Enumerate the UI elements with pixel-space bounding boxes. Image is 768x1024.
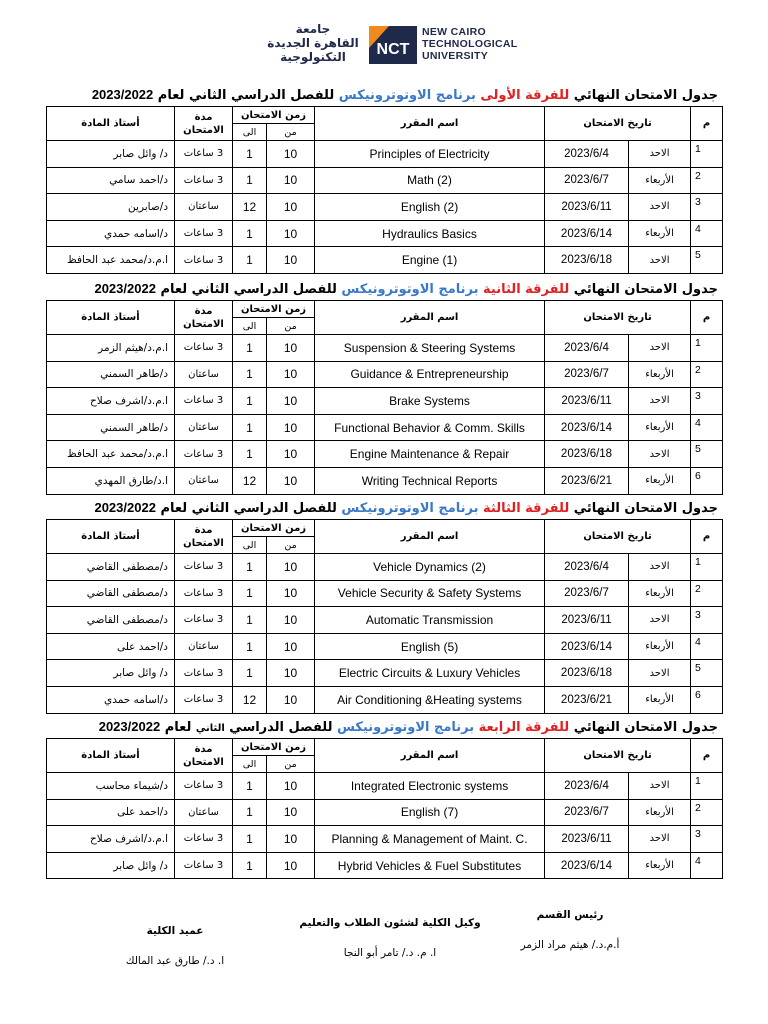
- university-logo: [268, 20, 518, 68]
- row-index-cell: 1: [691, 773, 723, 800]
- title-suffix: للفصل الدراسي الثاني لعام: [155, 501, 342, 516]
- table-row: [47, 247, 723, 274]
- header-exam-time: زمن الامتحان: [233, 520, 315, 537]
- row-index-cell: 1: [691, 141, 723, 168]
- exam-table: [46, 300, 723, 495]
- course-name-cell: Automatic Transmission: [315, 607, 545, 634]
- professor-cell: د/ وائل صابر: [47, 852, 175, 879]
- title-program: برنامج الاوتوترونيكس: [341, 501, 484, 516]
- title-level: للفرقة الثالثة: [483, 501, 570, 516]
- table-row: [47, 220, 723, 247]
- course-name-cell: Math (2): [315, 167, 545, 194]
- professor-cell: د/مصطفى القاضي: [47, 580, 175, 607]
- schedule-section-year1: [46, 84, 722, 274]
- header-exam-date: تاريخ الامتحان: [545, 107, 691, 141]
- time-to-cell: 1: [233, 167, 267, 194]
- duration-cell: 3 ساعات: [175, 580, 233, 607]
- time-to-cell: 12: [233, 467, 267, 494]
- row-index-cell: 3: [691, 388, 723, 415]
- time-to-cell: 1: [233, 414, 267, 441]
- time-from-cell: 10: [267, 220, 315, 247]
- nct-logo-mark-icon: [369, 26, 417, 64]
- course-name-cell: Engine Maintenance & Repair: [315, 441, 545, 468]
- professor-cell: د/اسامه حمدي: [47, 686, 175, 713]
- course-name-cell: Air Conditioning &Heating systems: [315, 686, 545, 713]
- row-index-cell: 3: [691, 826, 723, 853]
- time-from-cell: 10: [267, 686, 315, 713]
- duration-cell: 3 ساعات: [175, 660, 233, 687]
- title-prefix: جدول الامتحان النهائي: [569, 501, 718, 516]
- course-name-cell: Vehicle Security & Safety Systems: [315, 580, 545, 607]
- schedule-section-year3: [46, 497, 722, 714]
- professor-cell: د/مصطفى القاضي: [47, 554, 175, 581]
- header-exam-date: تاريخ الامتحان: [545, 739, 691, 773]
- row-index-cell: 6: [691, 467, 723, 494]
- signature-department-head: [500, 908, 640, 952]
- exam-date-cell: 2023/6/14: [545, 852, 629, 879]
- professor-cell: د/مصطفى القاضي: [47, 607, 175, 634]
- title-term: الثاني: [195, 723, 225, 734]
- time-from-cell: 10: [267, 607, 315, 634]
- exam-date-cell: 2023/6/14: [545, 633, 629, 660]
- row-index-cell: 1: [691, 335, 723, 362]
- table-row: [47, 361, 723, 388]
- professor-cell: د/اسامه حمدي: [47, 220, 175, 247]
- row-index-cell: 5: [691, 247, 723, 274]
- time-to-cell: 1: [233, 852, 267, 879]
- signature-name: ا. م. د./ تامر أبو النجا: [343, 947, 437, 959]
- section-title: [46, 278, 722, 300]
- time-from-cell: 10: [267, 247, 315, 274]
- table-header-row: [47, 739, 723, 756]
- header-professor: أستاذ المادة: [47, 301, 175, 335]
- duration-cell: 3 ساعات: [175, 607, 233, 634]
- time-from-cell: 10: [267, 361, 315, 388]
- time-from-cell: 10: [267, 335, 315, 362]
- row-index-cell: 2: [691, 580, 723, 607]
- row-index-cell: 2: [691, 167, 723, 194]
- header-professor: أستاذ المادة: [47, 107, 175, 141]
- row-index-cell: 5: [691, 441, 723, 468]
- time-from-cell: 10: [267, 580, 315, 607]
- duration-cell: 3 ساعات: [175, 220, 233, 247]
- exam-date-cell: 2023/6/11: [545, 194, 629, 221]
- table-row: [47, 686, 723, 713]
- exam-date-cell: 2023/6/14: [545, 220, 629, 247]
- time-from-cell: 10: [267, 633, 315, 660]
- course-name-cell: Writing Technical Reports: [315, 467, 545, 494]
- title-prefix: جدول الامتحان النهائي: [569, 282, 718, 297]
- header-exam-time: زمن الامتحان: [233, 107, 315, 124]
- time-to-cell: 1: [233, 441, 267, 468]
- header-professor: أستاذ المادة: [47, 739, 175, 773]
- header-exam-time: زمن الامتحان: [233, 301, 315, 318]
- exam-table: [46, 519, 723, 714]
- exam-day-cell: الاحد: [629, 194, 691, 221]
- exam-date-cell: 2023/6/21: [545, 467, 629, 494]
- header-course-name: اسم المقرر: [315, 301, 545, 335]
- course-name-cell: Guidance & Entrepreneurship: [315, 361, 545, 388]
- header-from: من: [267, 756, 315, 773]
- duration-cell: 3 ساعات: [175, 686, 233, 713]
- table-row: [47, 167, 723, 194]
- duration-cell: ساعتان: [175, 194, 233, 221]
- header-course-name: اسم المقرر: [315, 107, 545, 141]
- exam-day-cell: الاحد: [629, 554, 691, 581]
- course-name-cell: Hybrid Vehicles & Fuel Substitutes: [315, 852, 545, 879]
- table-header-row: [47, 520, 723, 537]
- time-to-cell: 1: [233, 773, 267, 800]
- time-to-cell: 1: [233, 388, 267, 415]
- time-to-cell: 1: [233, 220, 267, 247]
- logo-en-line3: UNIVERSITY: [422, 50, 489, 62]
- table-row: [47, 826, 723, 853]
- course-name-cell: Brake Systems: [315, 388, 545, 415]
- header-index: م: [691, 520, 723, 554]
- title-year: 2023/2022: [98, 719, 161, 734]
- title-year: 2023/2022: [94, 500, 156, 515]
- logo-ar-line3: التكنولوجية: [280, 50, 346, 64]
- professor-cell: د/طاهر السمني: [47, 361, 175, 388]
- professor-cell: د/احمد على: [47, 633, 175, 660]
- duration-cell: ساعتان: [175, 467, 233, 494]
- exam-date-cell: 2023/6/7: [545, 361, 629, 388]
- section-title: [46, 84, 722, 106]
- professor-cell: د/شيماء محاسب: [47, 773, 175, 800]
- duration-cell: ساعتان: [175, 414, 233, 441]
- duration-cell: 3 ساعات: [175, 247, 233, 274]
- table-row: [47, 852, 723, 879]
- exam-date-cell: 2023/6/21: [545, 686, 629, 713]
- duration-cell: 3 ساعات: [175, 554, 233, 581]
- exam-day-cell: الاحد: [629, 388, 691, 415]
- title-level: للفرقة الثانية: [483, 282, 570, 297]
- time-from-cell: 10: [267, 414, 315, 441]
- table-row: [47, 607, 723, 634]
- header-duration: مدة الامتحان: [175, 520, 233, 554]
- exam-day-cell: الاحد: [629, 660, 691, 687]
- table-row: [47, 141, 723, 168]
- course-name-cell: Functional Behavior & Comm. Skills: [315, 414, 545, 441]
- duration-cell: 3 ساعات: [175, 388, 233, 415]
- title-level: للفرقة الأولى: [480, 88, 570, 103]
- header-from: من: [267, 537, 315, 554]
- row-index-cell: 1: [691, 554, 723, 581]
- duration-cell: 3 ساعات: [175, 773, 233, 800]
- logo-ar-line2: القاهرة الجديدة: [267, 36, 359, 50]
- row-index-cell: 2: [691, 361, 723, 388]
- time-from-cell: 10: [267, 194, 315, 221]
- duration-cell: ساعتان: [175, 633, 233, 660]
- exam-day-cell: الاحد: [629, 141, 691, 168]
- exam-day-cell: الاحد: [629, 773, 691, 800]
- time-from-cell: 10: [267, 441, 315, 468]
- duration-cell: ساعتان: [175, 799, 233, 826]
- course-name-cell: Vehicle Dynamics (2): [315, 554, 545, 581]
- row-index-cell: 3: [691, 607, 723, 634]
- professor-cell: ا.د/طارق المهدي: [47, 467, 175, 494]
- exam-day-cell: الأربعاء: [629, 580, 691, 607]
- time-from-cell: 10: [267, 167, 315, 194]
- course-name-cell: Suspension & Steering Systems: [315, 335, 545, 362]
- exam-day-cell: الأربعاء: [629, 799, 691, 826]
- section-title: [46, 716, 722, 738]
- time-from-cell: 10: [267, 660, 315, 687]
- professor-cell: د/ وائل صابر: [47, 141, 175, 168]
- professor-cell: د/طاهر السمني: [47, 414, 175, 441]
- table-row: [47, 414, 723, 441]
- table-header-row: [47, 107, 723, 124]
- logo-en-line1: NEW CAIRO: [422, 26, 486, 38]
- exam-day-cell: الأربعاء: [629, 414, 691, 441]
- professor-cell: د/احمد على: [47, 799, 175, 826]
- table-row: [47, 441, 723, 468]
- time-to-cell: 12: [233, 194, 267, 221]
- exam-day-cell: الأربعاء: [629, 686, 691, 713]
- course-name-cell: English (5): [315, 633, 545, 660]
- header-to: الى: [233, 124, 267, 141]
- course-name-cell: Planning & Management of Maint. C.: [315, 826, 545, 853]
- title-prefix: جدول الامتحان النهائي: [569, 720, 718, 735]
- course-name-cell: Electric Circuits & Luxury Vehicles: [315, 660, 545, 687]
- exam-date-cell: 2023/6/14: [545, 414, 629, 441]
- course-name-cell: Hydraulics Basics: [315, 220, 545, 247]
- header-course-name: اسم المقرر: [315, 520, 545, 554]
- schedule-section-year4: [46, 716, 722, 879]
- time-to-cell: 1: [233, 826, 267, 853]
- header-to: الى: [233, 756, 267, 773]
- exam-day-cell: الاحد: [629, 441, 691, 468]
- header-exam-date: تاريخ الامتحان: [545, 520, 691, 554]
- time-from-cell: 10: [267, 554, 315, 581]
- time-from-cell: 10: [267, 467, 315, 494]
- exam-table: [46, 738, 723, 879]
- title-suffix: للفصل الدراسي: [224, 720, 338, 735]
- logo-english-name: [422, 26, 517, 62]
- professor-cell: ا.م.د/اشرف صلاح: [47, 826, 175, 853]
- exam-day-cell: الأربعاء: [629, 467, 691, 494]
- exam-day-cell: الأربعاء: [629, 167, 691, 194]
- exam-date-cell: 2023/6/11: [545, 826, 629, 853]
- signature-name: ا. د./ طارق عبد المالك: [125, 955, 225, 967]
- time-to-cell: 1: [233, 141, 267, 168]
- table-row: [47, 554, 723, 581]
- title-program: برنامج الاوتوترونيكس: [338, 88, 481, 103]
- row-index-cell: 2: [691, 799, 723, 826]
- duration-cell: 3 ساعات: [175, 167, 233, 194]
- time-to-cell: 1: [233, 633, 267, 660]
- signature-name: أ.م.د./ هيثم مراد الزمر: [520, 939, 620, 951]
- course-name-cell: Integrated Electronic systems: [315, 773, 545, 800]
- time-to-cell: 1: [233, 799, 267, 826]
- title-year: 2023/2022: [94, 281, 156, 296]
- title-suffix2: لعام: [160, 720, 196, 735]
- signature-title: عميد الكلية: [146, 925, 204, 937]
- signature-dean: [105, 924, 245, 968]
- header-from: من: [267, 124, 315, 141]
- exam-date-cell: 2023/6/18: [545, 660, 629, 687]
- time-to-cell: 1: [233, 554, 267, 581]
- svg-text:NCT: NCT: [376, 41, 410, 58]
- course-name-cell: English (7): [315, 799, 545, 826]
- title-suffix: للفصل الدراسي الثاني لعام: [155, 282, 342, 297]
- exam-day-cell: الاحد: [629, 826, 691, 853]
- header-from: من: [267, 318, 315, 335]
- exam-date-cell: 2023/6/7: [545, 799, 629, 826]
- exam-day-cell: الأربعاء: [629, 361, 691, 388]
- signature-title: وكيل الكلية لشئون الطلاب والتعليم: [299, 917, 481, 929]
- table-row: [47, 799, 723, 826]
- exam-date-cell: 2023/6/4: [545, 335, 629, 362]
- professor-cell: ا.م.د/هيثم الزمر: [47, 335, 175, 362]
- header-professor: أستاذ المادة: [47, 520, 175, 554]
- exam-date-cell: 2023/6/18: [545, 441, 629, 468]
- table-header-row: [47, 301, 723, 318]
- header-duration: مدة الامتحان: [175, 739, 233, 773]
- duration-cell: 3 ساعات: [175, 335, 233, 362]
- professor-cell: ا.م.د/اشرف صلاح: [47, 388, 175, 415]
- time-from-cell: 10: [267, 852, 315, 879]
- exam-table: [46, 106, 723, 274]
- header-exam-date: تاريخ الامتحان: [545, 301, 691, 335]
- table-row: [47, 388, 723, 415]
- header-exam-time: زمن الامتحان: [233, 739, 315, 756]
- title-year: 2023/2022: [91, 87, 154, 102]
- professor-cell: ا.م.د/محمد عبد الحافظ: [47, 441, 175, 468]
- professor-cell: د/احمد سامي: [47, 167, 175, 194]
- professor-cell: ا.م.د/محمد عبد الحافظ: [47, 247, 175, 274]
- row-index-cell: 5: [691, 660, 723, 687]
- row-index-cell: 4: [691, 633, 723, 660]
- time-to-cell: 1: [233, 660, 267, 687]
- signature-title: رئيس القسم: [536, 909, 604, 921]
- professor-cell: د/ وائل صابر: [47, 660, 175, 687]
- duration-cell: 3 ساعات: [175, 141, 233, 168]
- time-to-cell: 12: [233, 686, 267, 713]
- title-program: برنامج الاوتوترونيكس: [337, 720, 479, 735]
- logo-arabic-name: [258, 22, 368, 64]
- professor-cell: د/صابرين: [47, 194, 175, 221]
- exam-day-cell: الاحد: [629, 607, 691, 634]
- time-to-cell: 1: [233, 580, 267, 607]
- logo-en-line2: TECHNOLOGICAL: [422, 38, 518, 50]
- header-index: م: [691, 107, 723, 141]
- header-duration: مدة الامتحان: [175, 301, 233, 335]
- title-level: للفرقة الرابعة: [478, 720, 570, 735]
- exam-date-cell: 2023/6/11: [545, 607, 629, 634]
- exam-day-cell: الاحد: [629, 335, 691, 362]
- table-row: [47, 660, 723, 687]
- header-to: الى: [233, 537, 267, 554]
- exam-day-cell: الأربعاء: [629, 852, 691, 879]
- course-name-cell: Principles of Electricity: [315, 141, 545, 168]
- header-course-name: اسم المقرر: [315, 739, 545, 773]
- course-name-cell: English (2): [315, 194, 545, 221]
- exam-day-cell: الأربعاء: [629, 633, 691, 660]
- title-suffix: للفصل الدراسي الثاني لعام: [153, 88, 339, 103]
- table-row: [47, 773, 723, 800]
- exam-date-cell: 2023/6/4: [545, 554, 629, 581]
- row-index-cell: 4: [691, 852, 723, 879]
- table-row: [47, 194, 723, 221]
- exam-day-cell: الأربعاء: [629, 220, 691, 247]
- row-index-cell: 4: [691, 414, 723, 441]
- course-name-cell: Engine (1): [315, 247, 545, 274]
- time-from-cell: 10: [267, 388, 315, 415]
- table-row: [47, 335, 723, 362]
- time-to-cell: 1: [233, 607, 267, 634]
- time-to-cell: 1: [233, 247, 267, 274]
- time-from-cell: 10: [267, 799, 315, 826]
- row-index-cell: 3: [691, 194, 723, 221]
- title-prefix: جدول الامتحان النهائي: [569, 88, 718, 103]
- duration-cell: 3 ساعات: [175, 852, 233, 879]
- row-index-cell: 4: [691, 220, 723, 247]
- exam-date-cell: 2023/6/4: [545, 141, 629, 168]
- row-index-cell: 6: [691, 686, 723, 713]
- exam-date-cell: 2023/6/11: [545, 388, 629, 415]
- duration-cell: 3 ساعات: [175, 826, 233, 853]
- time-to-cell: 1: [233, 361, 267, 388]
- time-from-cell: 10: [267, 141, 315, 168]
- duration-cell: 3 ساعات: [175, 441, 233, 468]
- table-row: [47, 467, 723, 494]
- logo-ar-line1: جامعة: [295, 22, 331, 36]
- signature-vice-dean: [290, 916, 490, 960]
- table-row: [47, 580, 723, 607]
- time-from-cell: 10: [267, 826, 315, 853]
- table-row: [47, 633, 723, 660]
- title-program: برنامج الاوتوترونيكس: [341, 282, 484, 297]
- schedule-section-year2: [46, 278, 722, 495]
- exam-day-cell: الاحد: [629, 247, 691, 274]
- header-duration: مدة الامتحان: [175, 107, 233, 141]
- exam-date-cell: 2023/6/7: [545, 580, 629, 607]
- exam-date-cell: 2023/6/7: [545, 167, 629, 194]
- exam-date-cell: 2023/6/18: [545, 247, 629, 274]
- header-index: م: [691, 739, 723, 773]
- duration-cell: ساعتان: [175, 361, 233, 388]
- exam-date-cell: 2023/6/4: [545, 773, 629, 800]
- time-from-cell: 10: [267, 773, 315, 800]
- header-to: الى: [233, 318, 267, 335]
- time-to-cell: 1: [233, 335, 267, 362]
- header-index: م: [691, 301, 723, 335]
- section-title: [46, 497, 722, 519]
